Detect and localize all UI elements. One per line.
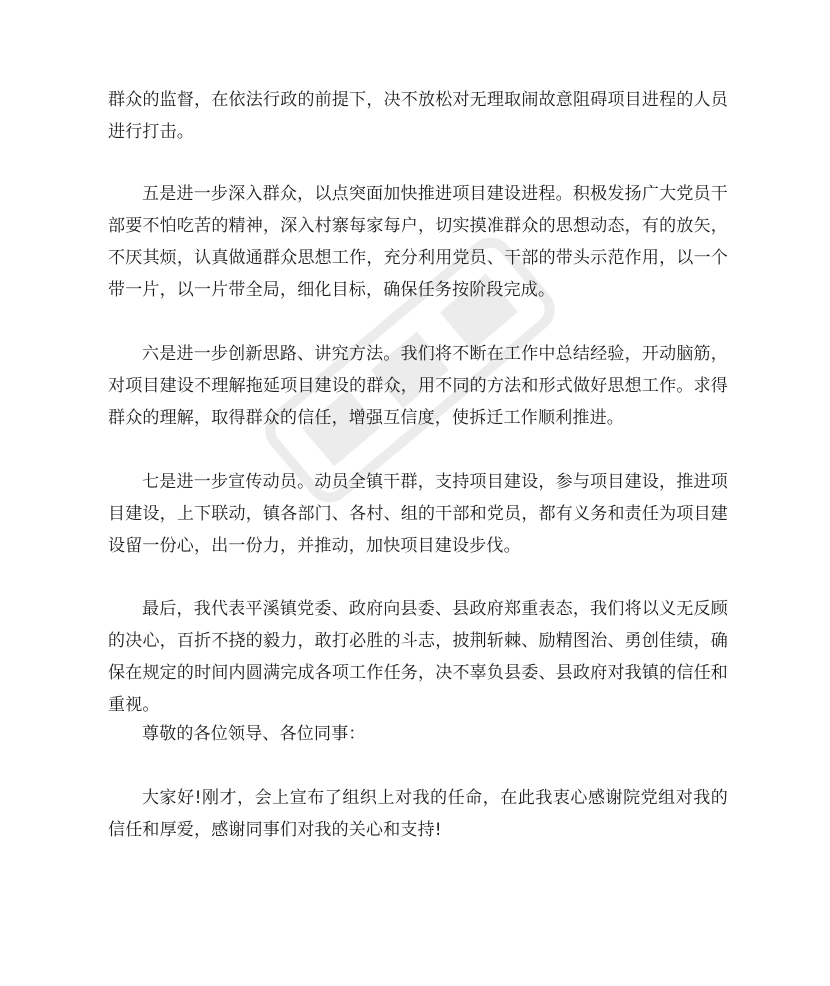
paragraph-point-five: 五是进一步深入群众，以点突面加快推进项目建设进程。积极发扬广大党员干部要不怕吃苦的精神，深入村寨每家每户，切实摸准群众的思想动态，有的放矢，不厌其烦，认真做通群众思想工作，充分利用党员、干部的带头示范作用，以一个带一片，以一片带全局，细化目标，确保任务按阶段完成。 <box>108 184 728 300</box>
paragraph-salutation: 尊敬的各位领导、各位同事： <box>142 724 366 744</box>
paragraph-continuation: 群众的监督，在依法行政的前提下，决不放松对无理取闹故意阻碍项目进程的人员进行打击。 <box>108 90 728 142</box>
paragraph-greeting: 大家好!刚才，会上宣布了组织上对我的任命，在此我衷心感谢院党组对我的信任和厚爱，感谢同事们对我的关心和支持! <box>108 788 728 840</box>
paragraph-closing: 最后，我代表平溪镇党委、政府向县委、县政府郑重表态，我们将以义无反顾的决心，百折不挠的毅力，敢打必胜的斗志，披荆斩棘、励精图治、勇创佳绩，确保在规定的时间内圆满完成各项工作任务，决不辜负县委、县政府对我镇的信任和重视。 <box>108 599 728 715</box>
paragraph-point-seven: 七是进一步宣传动员。动员全镇干群，支持项目建设，参与项目建设，推进项目建设，上下联动，镇各部门、各村、组的干部和党员，都有义务和责任为项目建设留一份心，出一份力，并推动，加快项目建设步伐。 <box>108 472 728 556</box>
paragraph-point-six: 六是进一步创新思路、讲究方法。我们将不断在工作中总结经验，开动脑筋，对项目建设不理解拖延项目建设的群众，用不同的方法和形式做好思想工作。求得群众的理解，取得群众的信任，增强互信度，使拆迁工作顺利推进。 <box>108 344 728 428</box>
